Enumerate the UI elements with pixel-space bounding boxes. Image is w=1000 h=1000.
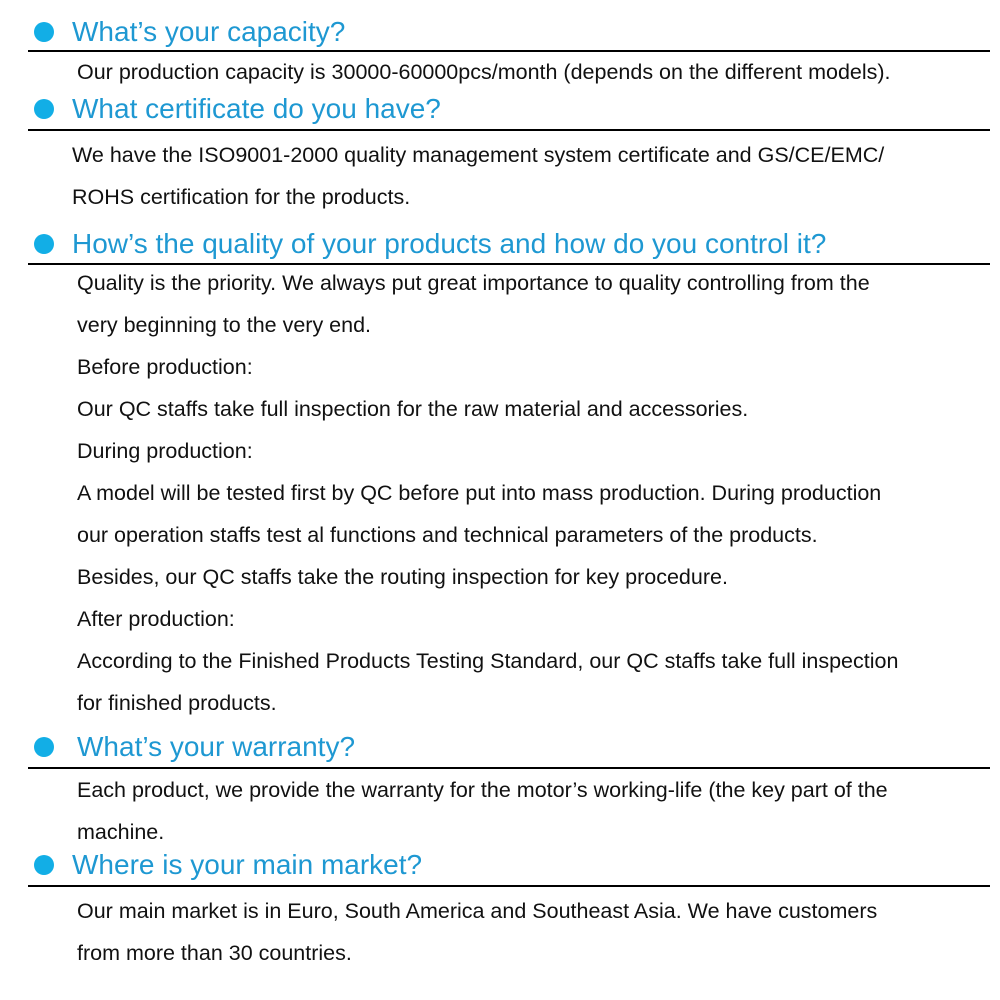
bullet-dot-icon xyxy=(34,737,54,757)
answer-line: We have the ISO9001-2000 quality management system certificate and GS/CE/EMC/ xyxy=(72,143,885,167)
answer-line: According to the Finished Products Testing Standard, our QC staffs take full inspection xyxy=(77,649,899,673)
answer-line: Our main market is in Euro, South America and Southeast Asia. We have customers xyxy=(77,899,878,923)
bullet-dot-icon xyxy=(34,99,54,119)
divider xyxy=(28,50,990,52)
answer-line: Besides, our QC staffs take the routing inspection for key procedure. xyxy=(77,565,728,589)
question-heading: What’s your capacity? xyxy=(72,16,346,47)
answer-subheading: Before production: xyxy=(77,355,253,379)
answer-line: from more than 30 countries. xyxy=(77,941,352,965)
answer-line: Quality is the priority. We always put great importance to quality controlling from the xyxy=(77,271,870,295)
answer-line: for finished products. xyxy=(77,691,277,715)
question-heading: What certificate do you have? xyxy=(72,93,441,124)
answer-subheading: During production: xyxy=(77,439,253,463)
divider xyxy=(28,129,990,131)
divider xyxy=(28,767,990,769)
bullet-dot-icon xyxy=(34,855,54,875)
divider xyxy=(28,263,990,265)
answer-line: Our QC staffs take full inspection for the raw material and accessories. xyxy=(77,397,749,421)
answer-line: A model will be tested first by QC before put into mass production. During production xyxy=(77,481,882,505)
answer-line: Our production capacity is 30000-60000pcs/month (depends on the different models). xyxy=(77,60,891,84)
question-heading: What’s your warranty? xyxy=(77,731,356,762)
answer-line: machine. xyxy=(77,820,165,844)
answer-subheading: After production: xyxy=(77,607,235,631)
divider xyxy=(28,885,990,887)
answer-line: ROHS certification for the products. xyxy=(72,185,411,209)
question-heading: Where is your main market? xyxy=(72,849,423,880)
answer-line: Each product, we provide the warranty for the motor’s working-life (the key part of the xyxy=(77,778,888,802)
bullet-dot-icon xyxy=(34,234,54,254)
answer-line: very beginning to the very end. xyxy=(77,313,372,337)
question-heading: How’s the quality of your products and how do you control it? xyxy=(72,228,827,259)
answer-line: our operation staffs test al functions and technical parameters of the products. xyxy=(77,523,818,547)
bullet-dot-icon xyxy=(34,22,54,42)
